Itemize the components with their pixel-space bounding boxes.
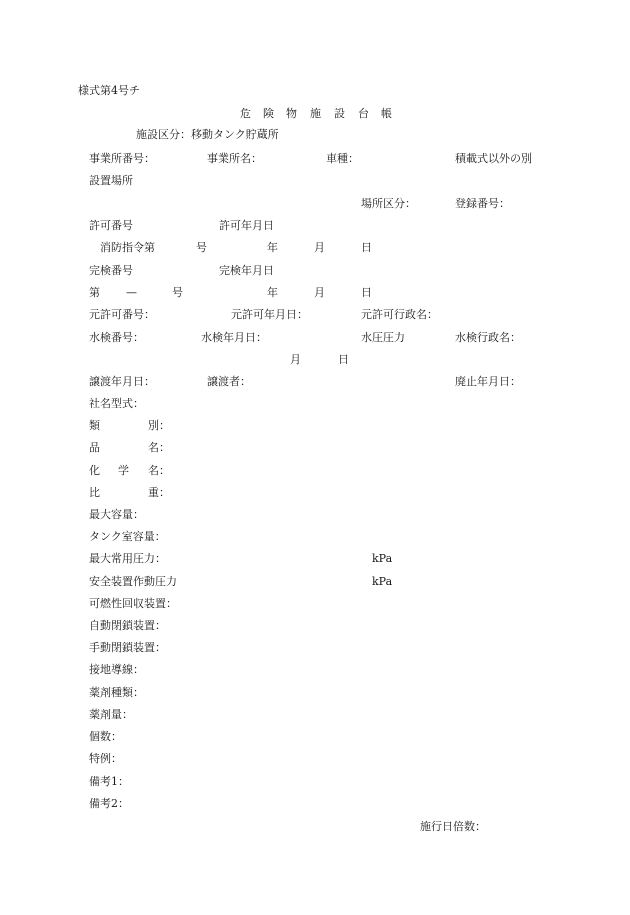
transfer-date-label: 譲渡年月日： (89, 375, 155, 388)
fire-chief-label: 消防指令第 (100, 241, 155, 254)
tank-room-capacity-label: タンク室容量： (89, 530, 166, 543)
auto-shutoff-label: 自動閉鎖装置： (89, 619, 166, 632)
completion-year: 年 (267, 286, 278, 299)
max-pressure-label: 最大常用圧力： (89, 552, 166, 565)
location-class-label: 場所区分： (361, 197, 416, 210)
permit-number-label: 許可番号 (89, 219, 133, 232)
ratio-label-b: 重： (148, 486, 170, 499)
item-label-a: 品 (89, 441, 100, 454)
title-char: 帳 (381, 107, 392, 120)
class-label-a: 類 (89, 419, 100, 432)
original-permit-date-label: 元許可年月日： (231, 308, 308, 321)
chem-label-b: 学 (118, 464, 129, 477)
class-label-b: 別： (148, 419, 170, 432)
water-test-date-label: 水検年月日： (201, 331, 267, 344)
permit-day: 日 (361, 241, 372, 254)
completion-dai: 第 (89, 286, 100, 299)
vehicle-type-label: 車種： (326, 152, 359, 165)
water-test-agency-label: 水検行政名： (455, 331, 521, 344)
item-label-b: 名： (148, 441, 170, 454)
agent-amount-label: 薬剤量： (89, 708, 133, 721)
max-capacity-label: 最大容量： (89, 508, 144, 521)
facility-type: 施設区分：移動タンク貯蔵所 (136, 128, 279, 141)
office-name-label: 事業所名： (207, 152, 262, 165)
abolished-date-label: 廃止年月日： (455, 375, 521, 388)
install-location-label: 設置場所 (89, 174, 133, 187)
vapor-recovery-label: 可燃性回収装置： (89, 597, 177, 610)
chem-label-c: 名： (148, 464, 170, 477)
permit-year: 年 (267, 241, 278, 254)
title-char: 険 (263, 107, 274, 120)
ratio-label-a: 比 (89, 486, 100, 499)
registration-number-label: 登録番号： (455, 197, 510, 210)
safety-pressure-label: 安全装置作動圧力 (89, 575, 177, 588)
ground-wire-label: 接地導線： (89, 663, 144, 676)
chem-label-a: 化 (89, 464, 100, 477)
completion-date-label: 完検年月日 (219, 264, 274, 277)
permit-month: 月 (314, 241, 325, 254)
remarks1-label: 備考1： (89, 775, 129, 788)
max-pressure-unit: kPa (372, 552, 393, 565)
completion-month: 月 (314, 286, 325, 299)
title-char: 施 (310, 107, 321, 120)
completion-number-label: 完検番号 (89, 264, 133, 277)
title-char: 設 (334, 107, 345, 120)
title-char: 台 (358, 107, 369, 120)
enforcement-multiplier-label: 施行日倍数： (420, 820, 486, 833)
water-test-day: 日 (338, 353, 349, 366)
water-test-pressure-label: 水圧圧力 (361, 331, 405, 344)
office-number-label: 事業所番号： (89, 152, 155, 165)
original-permit-agency-label: 元許可行政名： (361, 308, 438, 321)
original-permit-number-label: 元許可番号： (89, 308, 155, 321)
form-code: 様式第4号チ (78, 84, 140, 97)
permit-go: 号 (196, 241, 207, 254)
count-label: 個数： (89, 730, 122, 743)
completion-dash: — (126, 286, 137, 299)
completion-go: 号 (172, 286, 183, 299)
permit-date-label: 許可年月日 (219, 219, 274, 232)
title-char: 危 (240, 107, 251, 120)
special-case-label: 特例： (89, 752, 122, 765)
manual-shutoff-label: 手動閉鎖装置： (89, 641, 166, 654)
water-test-month: 月 (290, 353, 301, 366)
safety-pressure-unit: kPa (372, 575, 393, 588)
water-test-number-label: 水検番号： (89, 331, 144, 344)
title-char: 物 (286, 107, 297, 120)
transferee-label: 譲渡者： (207, 375, 251, 388)
agent-type-label: 薬剤種類： (89, 686, 144, 699)
loading-type-label: 積載式以外の別 (455, 152, 532, 165)
company-model-label: 社名型式： (89, 397, 144, 410)
remarks2-label: 備考2： (89, 797, 129, 810)
completion-day: 日 (361, 286, 372, 299)
